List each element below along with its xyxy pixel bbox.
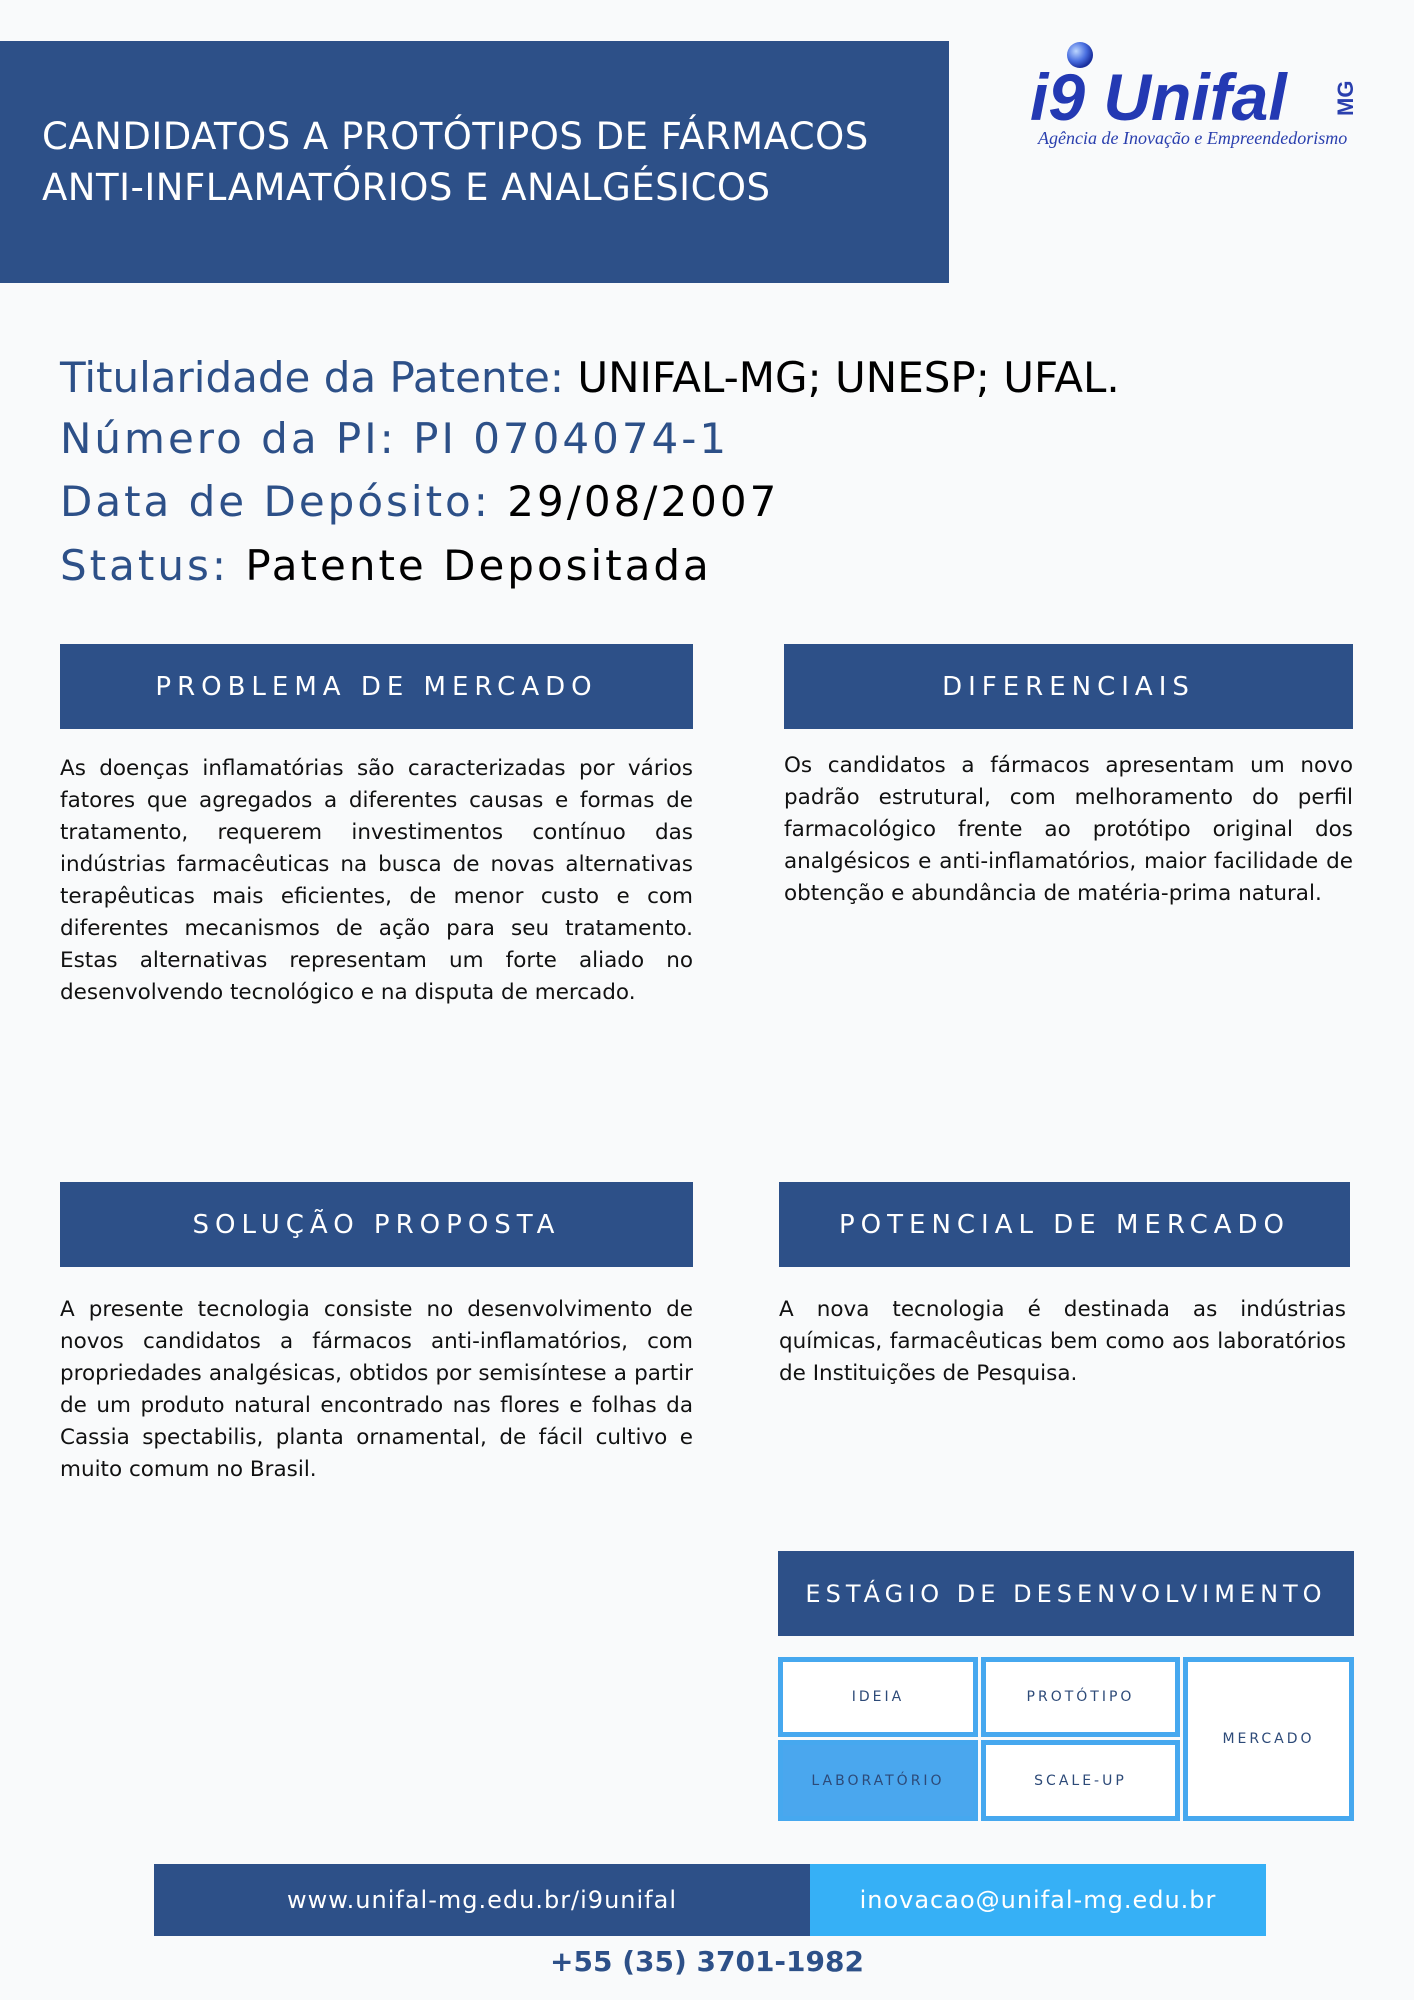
stage-ideia: IDEIA <box>778 1657 978 1737</box>
stage-scale-up: SCALE-UP <box>981 1740 1180 1821</box>
diferenciais-header: DIFERENCIAIS <box>784 644 1353 729</box>
numero-pi: Número da PI: PI 0704074-1 <box>60 414 730 463</box>
numero-pi-line <box>60 414 729 463</box>
status-line <box>60 541 712 590</box>
i9-unifal-logo <box>1030 38 1360 158</box>
status-value: Patente Depositada <box>245 541 712 590</box>
solucao-header: SOLUÇÃO PROPOSTA <box>60 1182 693 1267</box>
solucao-body: A presente tecnologia consiste no desenvolvimento de novos candidatos a fármacos anti-inflamatórios, com propriedades analgésicas, obtidos por semisíntese a partir de um produto natural encontrado nas flores e folhas da Cassia spectabilis, planta ornamental, de fácil cultivo e muito comum no Brasil. <box>60 1297 693 1482</box>
email-link[interactable]: inovacao@unifal-mg.edu.br <box>810 1864 1266 1936</box>
potencial-header: POTENCIAL DE MERCADO <box>779 1182 1350 1267</box>
logo-caption: Agência de Inovação e Empreendedorismo <box>1038 128 1348 148</box>
stage-prototipo: PROTÓTIPO <box>981 1657 1180 1737</box>
diferenciais-body: Os candidatos a fármacos apresentam um novo padrão estrutural, com melhoramento do perfil farmacológico frente ao protótipo original dos analgésicos e anti-inflamatórios, maior facilidade de obtenção e abundância de matéria-prima natural. <box>784 753 1353 906</box>
website-link[interactable]: www.unifal-mg.edu.br/i9unifal <box>154 1864 810 1936</box>
page-title-line-1: CANDIDATOS A PROTÓTIPOS DE FÁRMACOS <box>42 115 869 158</box>
potencial-body: A nova tecnologia é destinada as indústrias químicas, farmacêuticas bem como aos laboratórios de Instituições de Pesquisa. <box>779 1297 1346 1386</box>
problema-header: PROBLEMA DE MERCADO <box>60 644 693 729</box>
stage-mercado: MERCADO <box>1183 1657 1354 1821</box>
phone-number: +55 (35) 3701-1982 <box>550 1945 864 1978</box>
problema-body: As doenças inflamatórias são caracterizadas por vários fatores que agregados a diferentes causas e formas de tratamento, requerem investimentos contínuo das indústrias farmacêuticas na busca de novas alternativas terapêuticas mais eficientes, de menor custo e com diferentes mecanismos de ação para seu tratamento. Estas alternativas representam um forte aliado no desenvolvendo tecnológico e na disputa de mercado. <box>60 756 693 1005</box>
estagio-header: ESTÁGIO DE DESENVOLVIMENTO <box>778 1551 1354 1636</box>
data-deposito-label: Data de Depósito: <box>60 477 508 526</box>
page-title-line-2: ANTI-INFLAMATÓRIOS E ANALGÉSICOS <box>42 166 771 209</box>
logo-mark <box>1030 38 1360 128</box>
stage-laboratorio: LABORATÓRIO <box>778 1740 978 1821</box>
logo-text-i9: i9 Unifal <box>1030 60 1287 128</box>
title-banner <box>0 41 949 283</box>
titularidade-line <box>60 353 1120 402</box>
titularidade-label: Titularidade da Patente: <box>60 353 578 402</box>
logo-text-mg: MG <box>1333 80 1358 116</box>
status-label: Status: <box>60 541 246 590</box>
titularidade-value: UNIFAL-MG; UNESP; UFAL. <box>577 353 1120 402</box>
data-deposito-line <box>60 477 779 526</box>
data-deposito-value: 29/08/2007 <box>507 477 780 526</box>
